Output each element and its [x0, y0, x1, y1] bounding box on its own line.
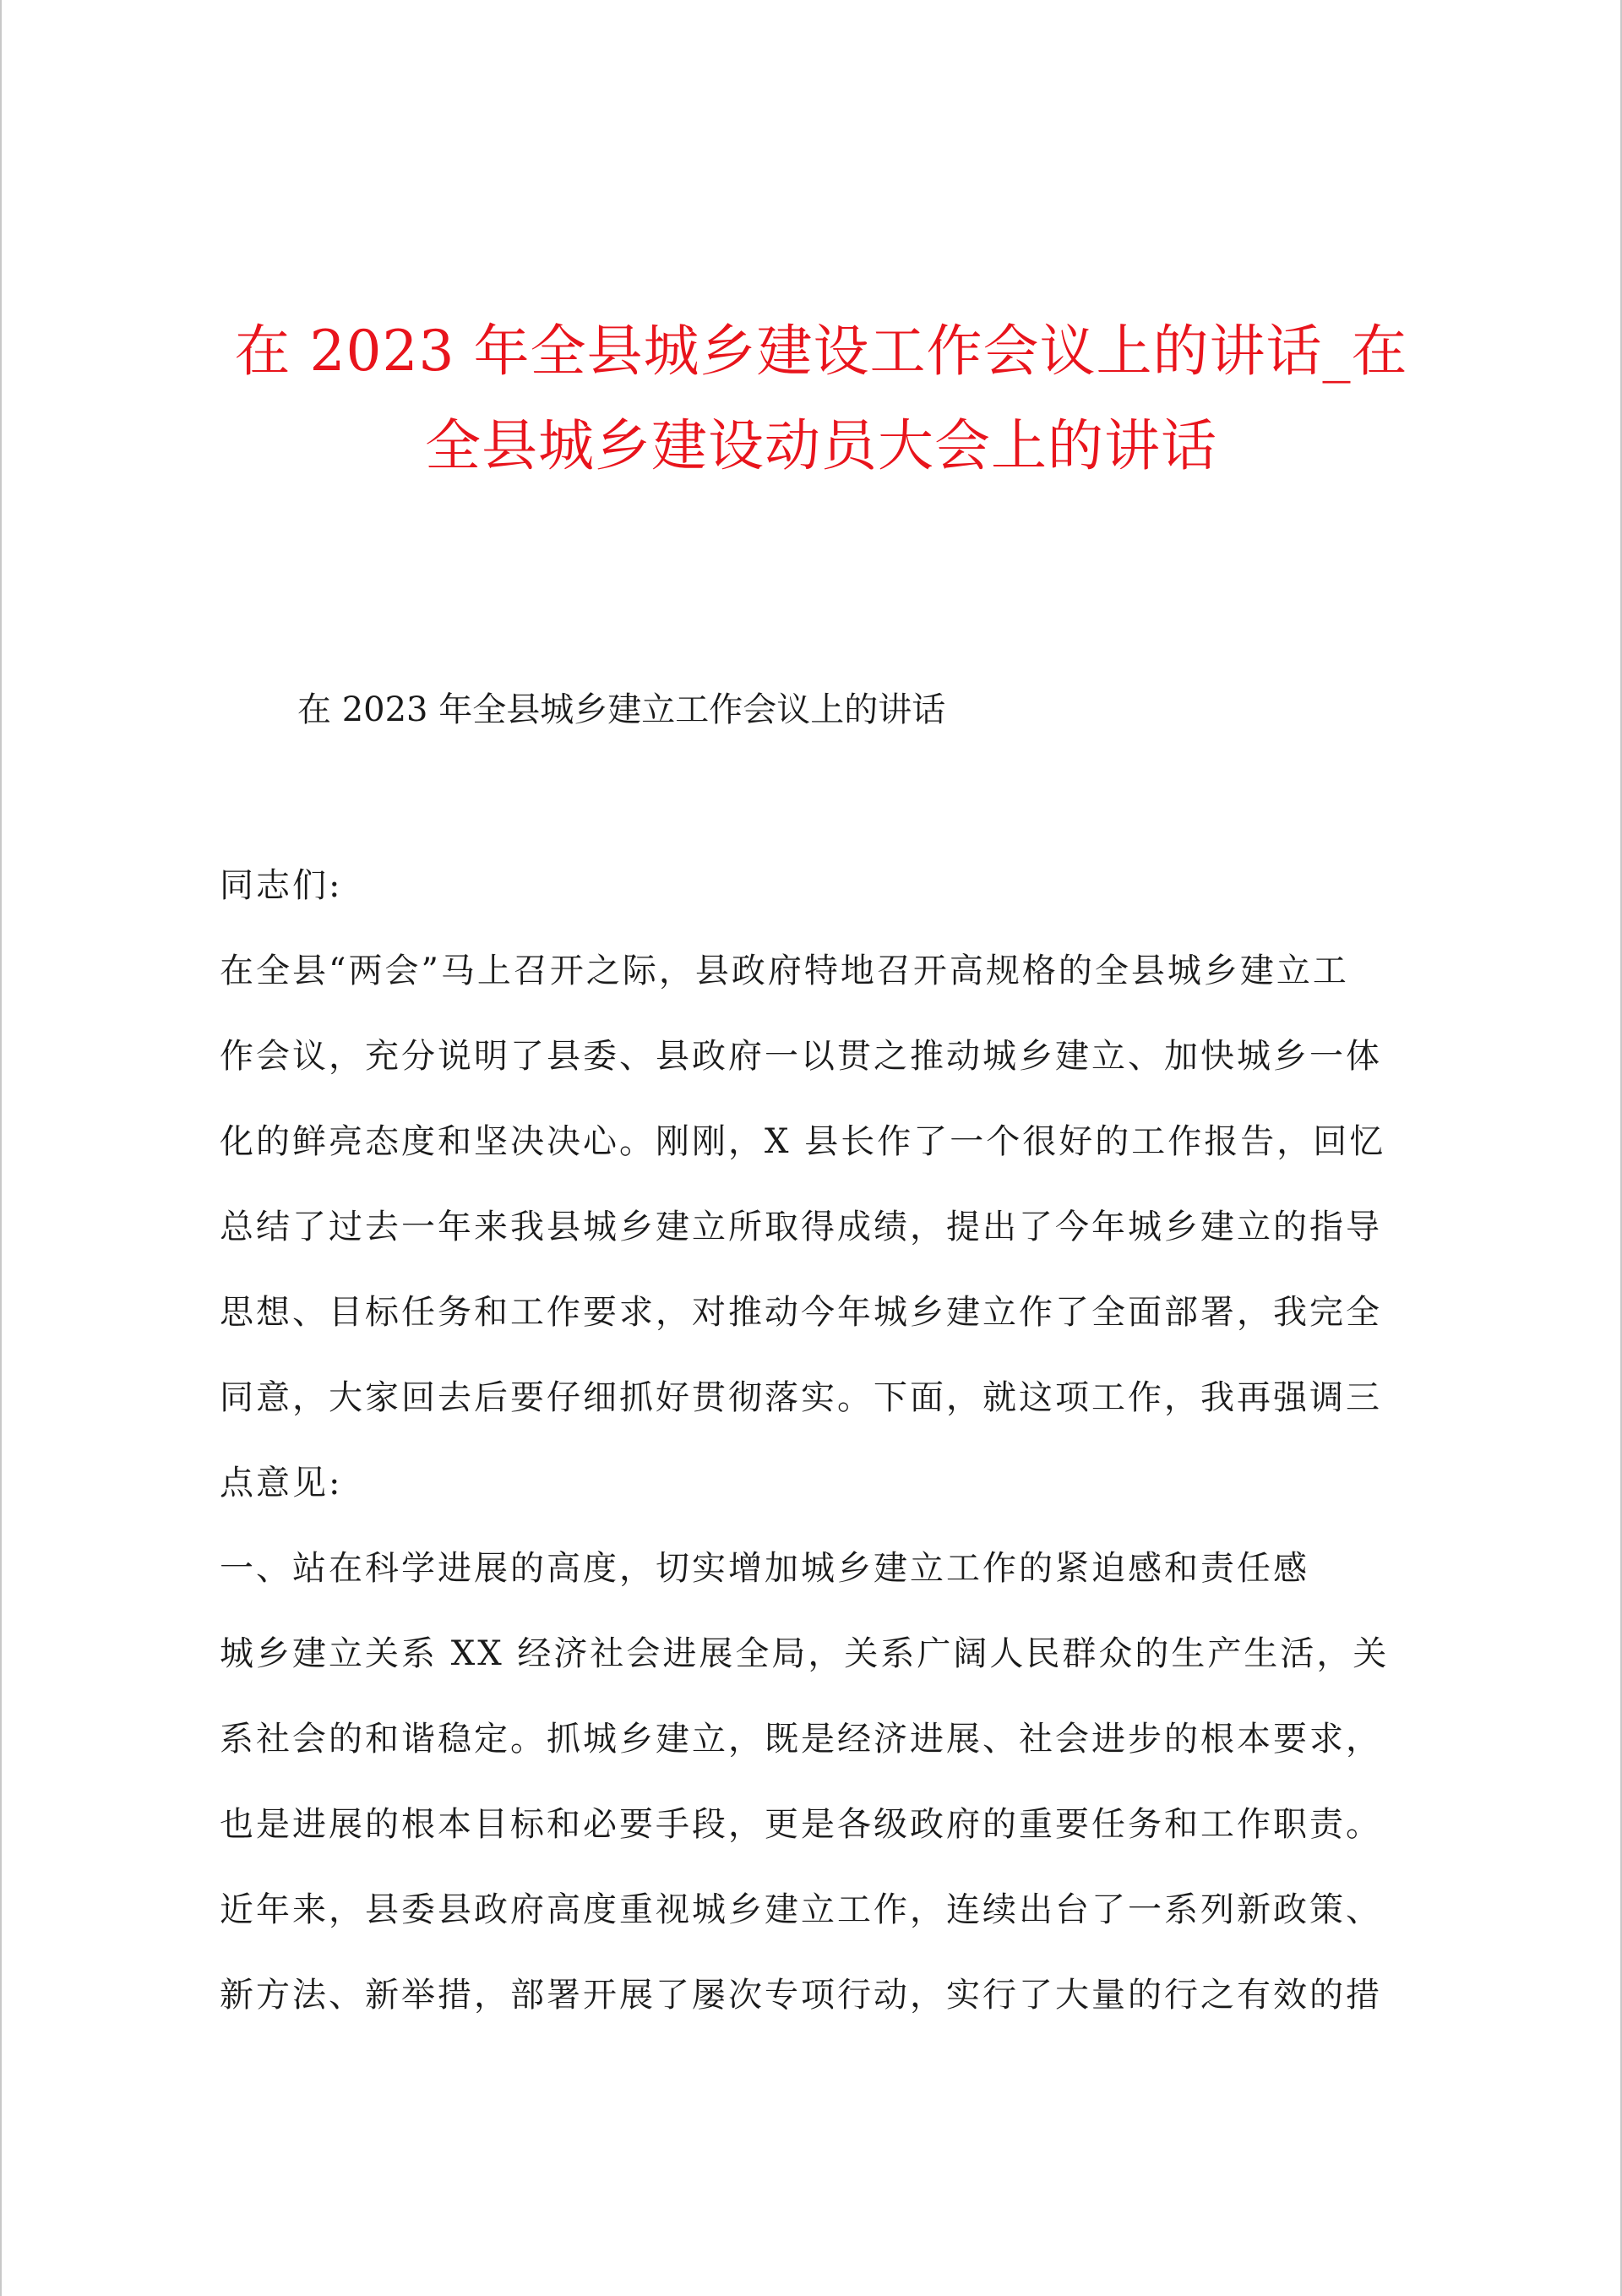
body-line: 点意见: — [220, 1464, 343, 1502]
title-line-2: 全县城乡建设动员大会上的讲话 — [425, 413, 1217, 478]
body-line: 也是进展的根本目标和必要手段，更是各级政府的重要任务和工作职责。 — [220, 1805, 1382, 1844]
body-line: 化的鲜亮态度和坚决决心。刚刚，X 县长作了一个很好的工作报告，回忆 — [220, 1122, 1386, 1161]
section-heading: 一、站在科学进展的高度，切实增加城乡建立工作的紧迫感和责任感 — [220, 1549, 1309, 1588]
document-subtitle: 在 2023 年全县城乡建立工作会议上的讲话 — [297, 690, 946, 729]
body-line: 同意，大家回去后要仔细抓好贯彻落实。下面，就这项工作，我再强调三 — [220, 1378, 1382, 1417]
body-line: 总结了过去一年来我县城乡建立所取得成绩，提出了今年城乡建立的指导 — [220, 1208, 1382, 1246]
body-line: 作会议，充分说明了县委、县政府一以贯之推动城乡建立、加快城乡一体 — [220, 1037, 1382, 1076]
document-body — [220, 860, 1423, 2055]
document-title — [217, 304, 1425, 494]
body-line: 系社会的和谐稳定。抓城乡建立，既是经济进展、社会进步的根本要求， — [220, 1720, 1382, 1759]
body-line: 思想、目标任务和工作要求，对推动今年城乡建立作了全面部署，我完全 — [220, 1293, 1382, 1332]
salutation: 同志们: — [220, 866, 343, 905]
body-line: 城乡建立关系 XX 经济社会进展全局，关系广阔人民群众的生产生活，关 — [220, 1634, 1390, 1673]
body-line: 新方法、新举措，部署开展了屡次专项行动，实行了大量的行之有效的措 — [220, 1976, 1382, 2015]
title-line-1: 在 2023 年全县城乡建设工作会议上的讲话_在 — [234, 319, 1408, 384]
body-line: 近年来，县委县政府高度重视城乡建立工作，连续出台了一系列新政策、 — [220, 1890, 1382, 1929]
body-line: 在全县“两会”马上召开之际，县政府特地召开高规格的全县城乡建立工 — [220, 952, 1349, 990]
